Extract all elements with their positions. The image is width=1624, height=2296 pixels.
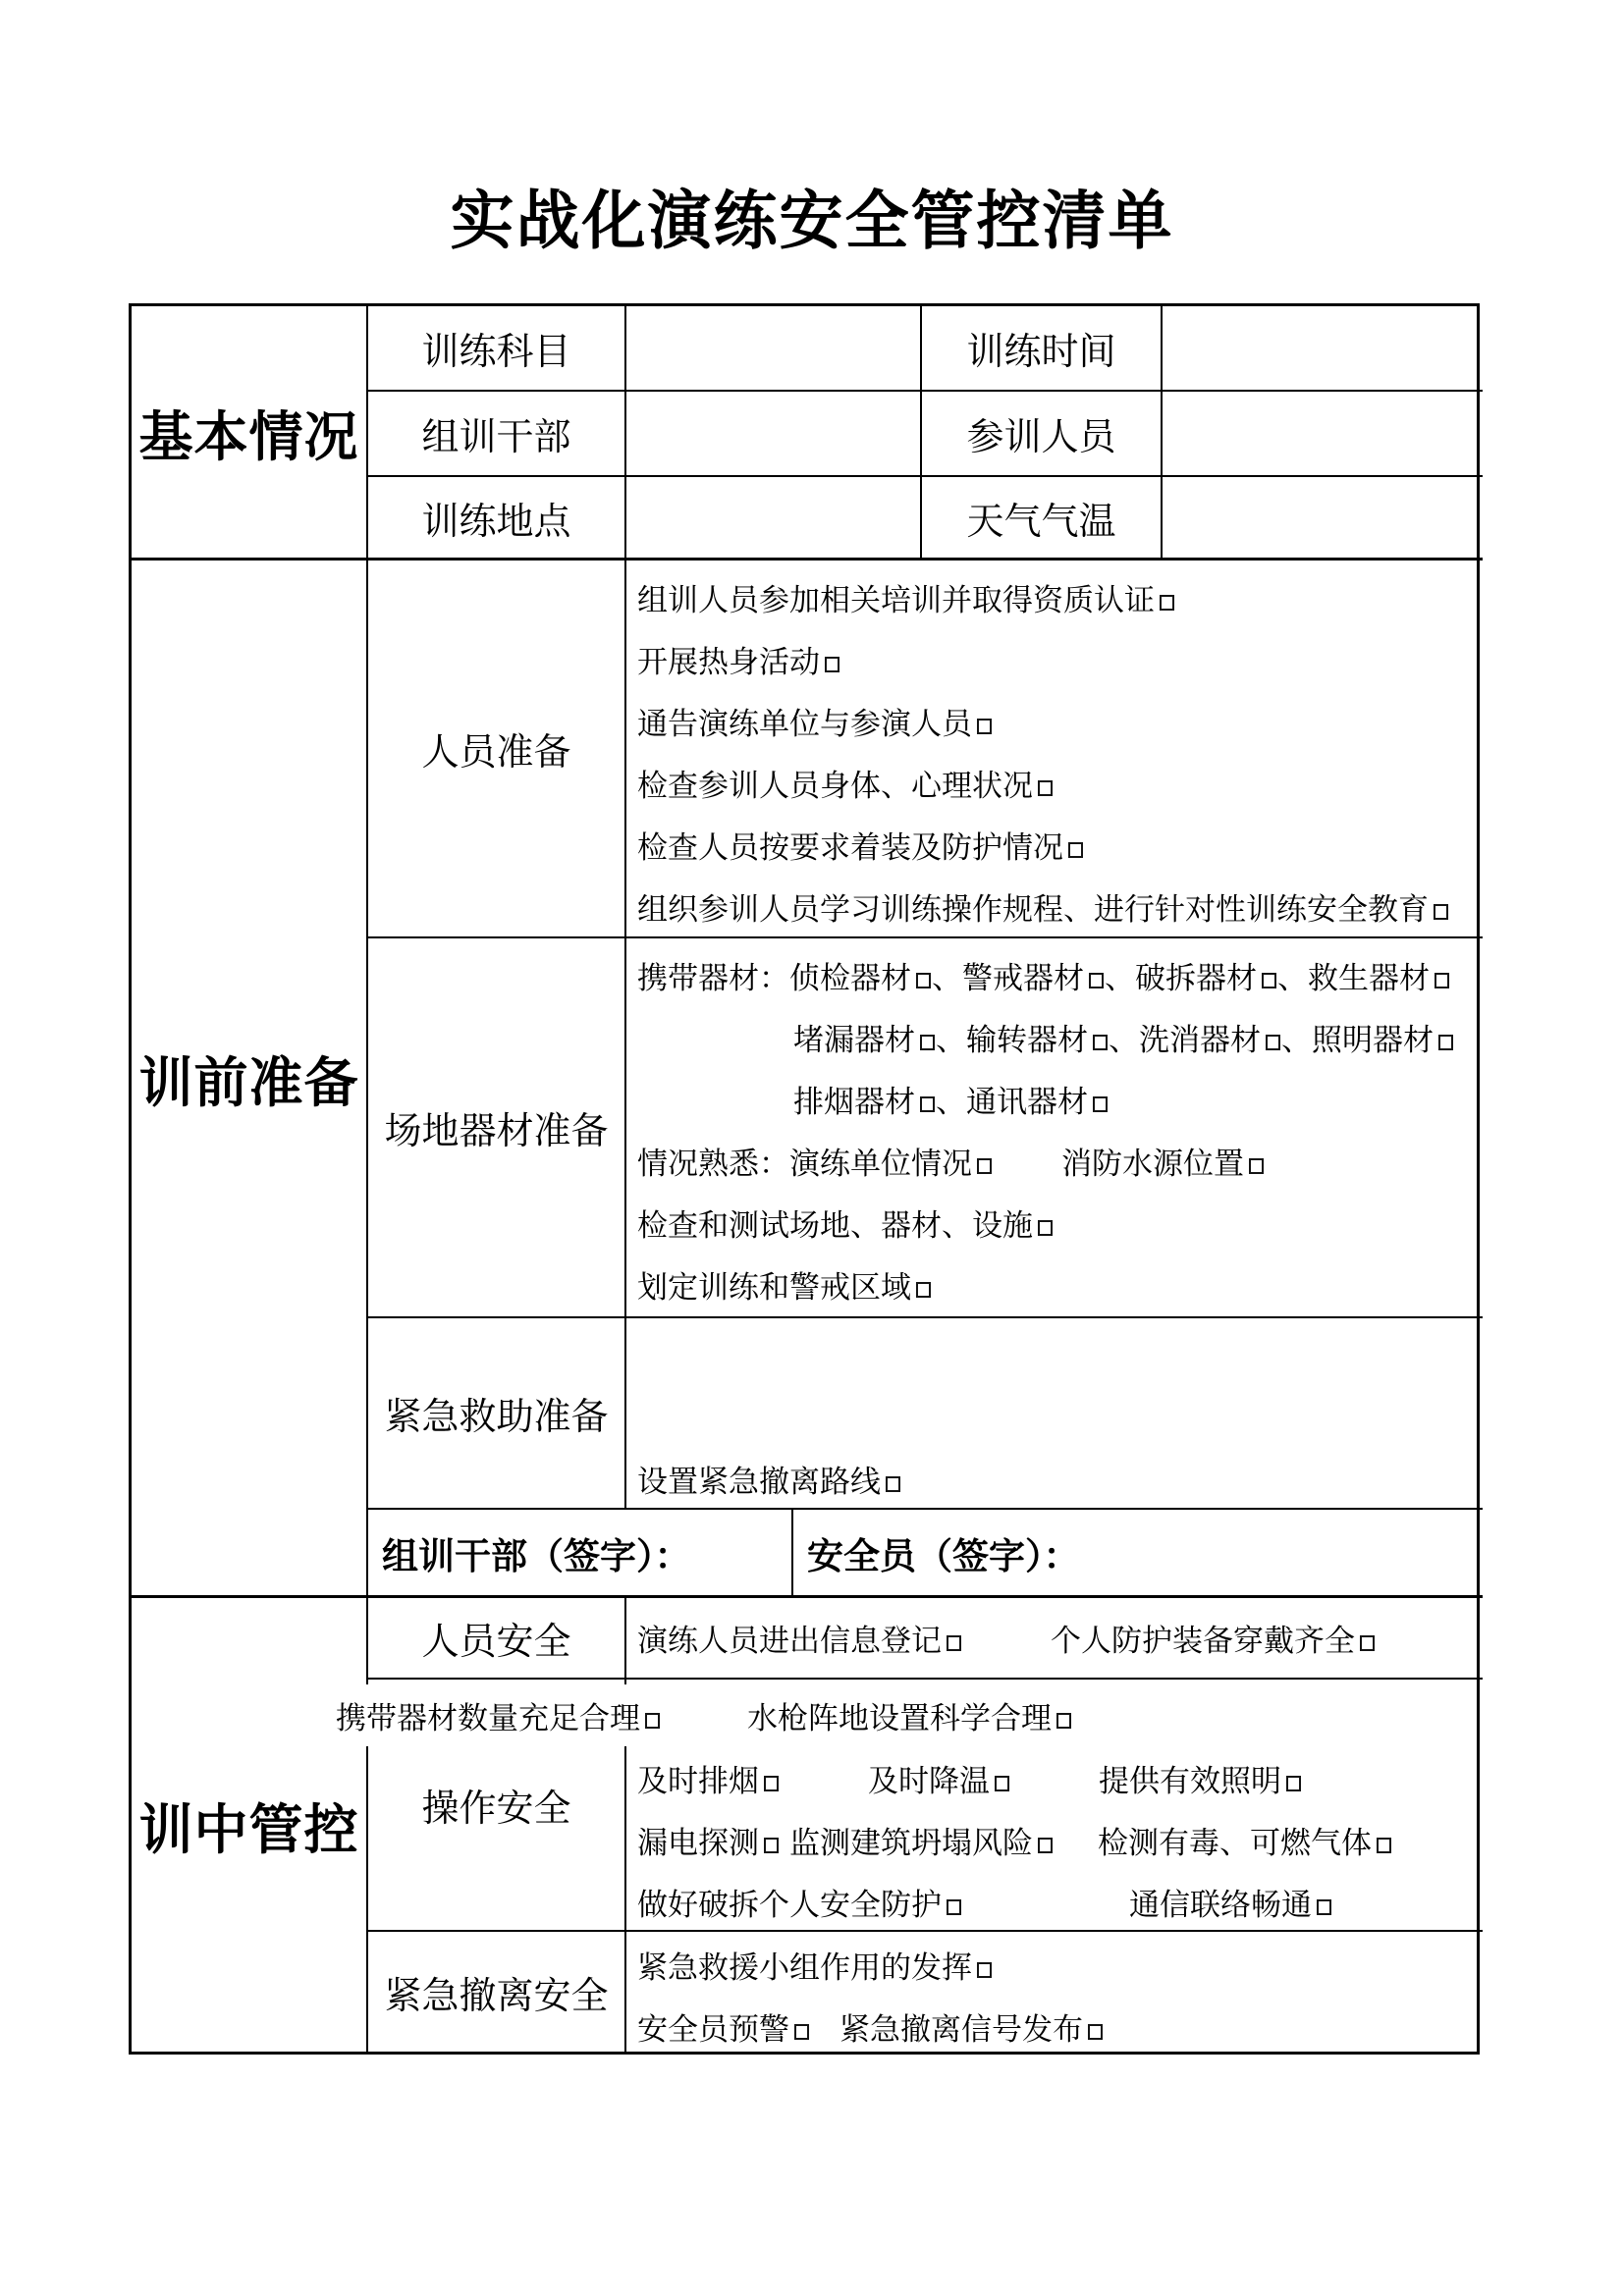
- checkbox[interactable]: [1377, 1838, 1391, 1853]
- checklist-item: 排烟器材 、通讯器材: [793, 1077, 1109, 1121]
- checklist-item: 检查和测试场地、器材、设施: [637, 1201, 1054, 1245]
- basic-label-training-subject: 训练科目: [368, 306, 626, 392]
- checklist-item: 提供有效照明: [1099, 1756, 1302, 1800]
- checklist-item: 堵漏器材 、输转器材 、洗消器材 、照明器材: [793, 1015, 1454, 1059]
- checklist-item: 紧急撤离信号发布: [839, 2004, 1104, 2049]
- checkbox[interactable]: [995, 1776, 1009, 1791]
- checklist-item: 演练人员进出信息登记: [637, 1616, 962, 1660]
- checkbox[interactable]: [1160, 595, 1174, 611]
- checkbox[interactable]: [764, 1838, 779, 1853]
- checkbox[interactable]: [794, 2024, 809, 2040]
- checklist-item: 紧急救援小组作用的发挥: [637, 1943, 993, 1987]
- checkbox[interactable]: [1093, 1096, 1108, 1112]
- checklist-item: 安全员预警: [637, 2004, 810, 2049]
- row-label-operation-safety: 操作安全: [368, 1680, 626, 1932]
- section-header-basic-info: 基本情况: [132, 306, 368, 561]
- checkbox[interactable]: [1038, 1838, 1053, 1853]
- operation-safety-overflow-line: [336, 1684, 1080, 1746]
- checklist-item: 设置紧急撤离路线: [637, 1457, 901, 1501]
- basic-value-participants[interactable]: [1163, 392, 1483, 477]
- checkbox[interactable]: [886, 1476, 900, 1492]
- checklist-item: 携带器材：侦检器材 、警戒器材 、破拆器材 、救生器材: [637, 953, 1450, 997]
- checkbox[interactable]: [1093, 1035, 1108, 1050]
- checkbox[interactable]: [916, 973, 931, 988]
- checkbox[interactable]: [645, 1713, 660, 1729]
- checklist-item: 携带器材数量充足合理: [336, 1693, 661, 1737]
- signature-label-safety-officer: 安全员（签字）：: [807, 1535, 1080, 1576]
- checklist-item: 情况熟悉：演练单位情况: [637, 1139, 993, 1183]
- row-label-personnel-safety: 人员安全: [368, 1598, 626, 1680]
- checkbox[interactable]: [1249, 1158, 1264, 1174]
- checklist-item: 个人防护装备穿戴齐全: [1051, 1616, 1376, 1660]
- section-header-pre-training: 训前准备: [132, 561, 368, 1598]
- emergency-rescue-content: [626, 1318, 1483, 1510]
- checklist-item: 检测有毒、可燃气体: [1098, 1818, 1392, 1862]
- checklist-item: 通告演练单位与参演人员: [637, 699, 993, 743]
- checklist-item: 做好破拆个人安全防护: [637, 1880, 962, 1924]
- basic-value-training-time[interactable]: [1163, 306, 1483, 392]
- checkbox[interactable]: [1038, 1220, 1053, 1236]
- basic-value-organizing-officer[interactable]: [626, 392, 922, 477]
- personnel-prep-content: [626, 561, 1483, 938]
- checklist-item: 检查人员按要求着装及防护情况: [637, 823, 1084, 867]
- row-label-emergency-rescue: 紧急救助准备: [368, 1318, 626, 1510]
- checklist-item: 及时排烟: [637, 1756, 780, 1800]
- signature-label-organizing-officer: 组训干部（签字）：: [382, 1535, 691, 1576]
- checkbox[interactable]: [947, 1635, 961, 1651]
- basic-value-training-location[interactable]: [626, 477, 922, 561]
- blank-line: [637, 1386, 1483, 1448]
- section-header-in-training: 训中管控: [132, 1598, 368, 2052]
- signature-field-safety-officer[interactable]: [793, 1510, 1483, 1598]
- checklist-item: 开展热身活动: [637, 637, 840, 681]
- checkbox[interactable]: [1068, 842, 1083, 858]
- checkbox[interactable]: [916, 1282, 931, 1298]
- checkbox[interactable]: [977, 1962, 992, 1978]
- basic-label-training-location: 训练地点: [368, 477, 626, 561]
- signature-field-organizing-officer[interactable]: [368, 1510, 793, 1598]
- checkbox[interactable]: [1089, 973, 1104, 988]
- basic-label-weather: 天气气温: [922, 477, 1163, 561]
- basic-label-training-time: 训练时间: [922, 306, 1163, 392]
- checkbox[interactable]: [920, 1096, 935, 1112]
- checklist-item: 组训人员参加相关培训并取得资质认证: [637, 575, 1175, 619]
- row-label-site-equipment: 场地器材准备: [368, 938, 626, 1318]
- checklist-item: 检查参训人员身体、心理状况: [637, 761, 1054, 805]
- checklist-item: 监测建筑坍塌风险: [789, 1818, 1054, 1862]
- checkbox[interactable]: [1088, 2024, 1103, 2040]
- checklist-item: 划定训练和警戒区域: [637, 1262, 932, 1307]
- checkbox[interactable]: [977, 719, 992, 734]
- checkbox[interactable]: [764, 1776, 779, 1791]
- checkbox[interactable]: [1360, 1635, 1375, 1651]
- checklist-item: 通信联络畅通: [1129, 1880, 1332, 1924]
- emergency-evacuation-content: [626, 1932, 1483, 2052]
- checkbox[interactable]: [1286, 1776, 1301, 1791]
- checklist-item: 及时降温: [868, 1756, 1010, 1800]
- row-label-personnel-prep: 人员准备: [368, 561, 626, 938]
- checkbox[interactable]: [1434, 904, 1448, 920]
- checkbox[interactable]: [977, 1158, 992, 1174]
- basic-value-training-subject[interactable]: [626, 306, 922, 392]
- personnel-safety-content: [626, 1598, 1483, 1680]
- checklist-item: 组织参训人员学习训练操作规程、进行针对性训练安全教育: [637, 884, 1449, 929]
- checkbox[interactable]: [920, 1035, 935, 1050]
- basic-value-weather[interactable]: [1163, 477, 1483, 561]
- blank-line: [637, 1324, 1483, 1386]
- checkbox[interactable]: [1438, 1035, 1453, 1050]
- site-equipment-content: [626, 938, 1483, 1318]
- checklist-item: 漏电探测: [637, 1818, 780, 1862]
- checkbox[interactable]: [825, 657, 839, 672]
- checklist-item: 水枪阵地设置科学合理: [747, 1693, 1072, 1737]
- checklist-table: [129, 303, 1480, 2055]
- checkbox[interactable]: [1262, 973, 1276, 988]
- checklist-item: 消防水源位置: [1061, 1139, 1265, 1183]
- basic-label-participants: 参训人员: [922, 392, 1163, 477]
- checkbox[interactable]: [1038, 780, 1053, 796]
- checkbox[interactable]: [1056, 1713, 1071, 1729]
- basic-label-organizing-officer: 组训干部: [368, 392, 626, 477]
- checkbox[interactable]: [947, 1899, 961, 1915]
- checkbox[interactable]: [1435, 973, 1449, 988]
- checkbox[interactable]: [1317, 1899, 1331, 1915]
- page-title: 实战化演练安全管控清单: [450, 185, 1174, 256]
- checkbox[interactable]: [1266, 1035, 1280, 1050]
- row-label-emergency-evacuation: 紧急撤离安全: [368, 1932, 626, 2052]
